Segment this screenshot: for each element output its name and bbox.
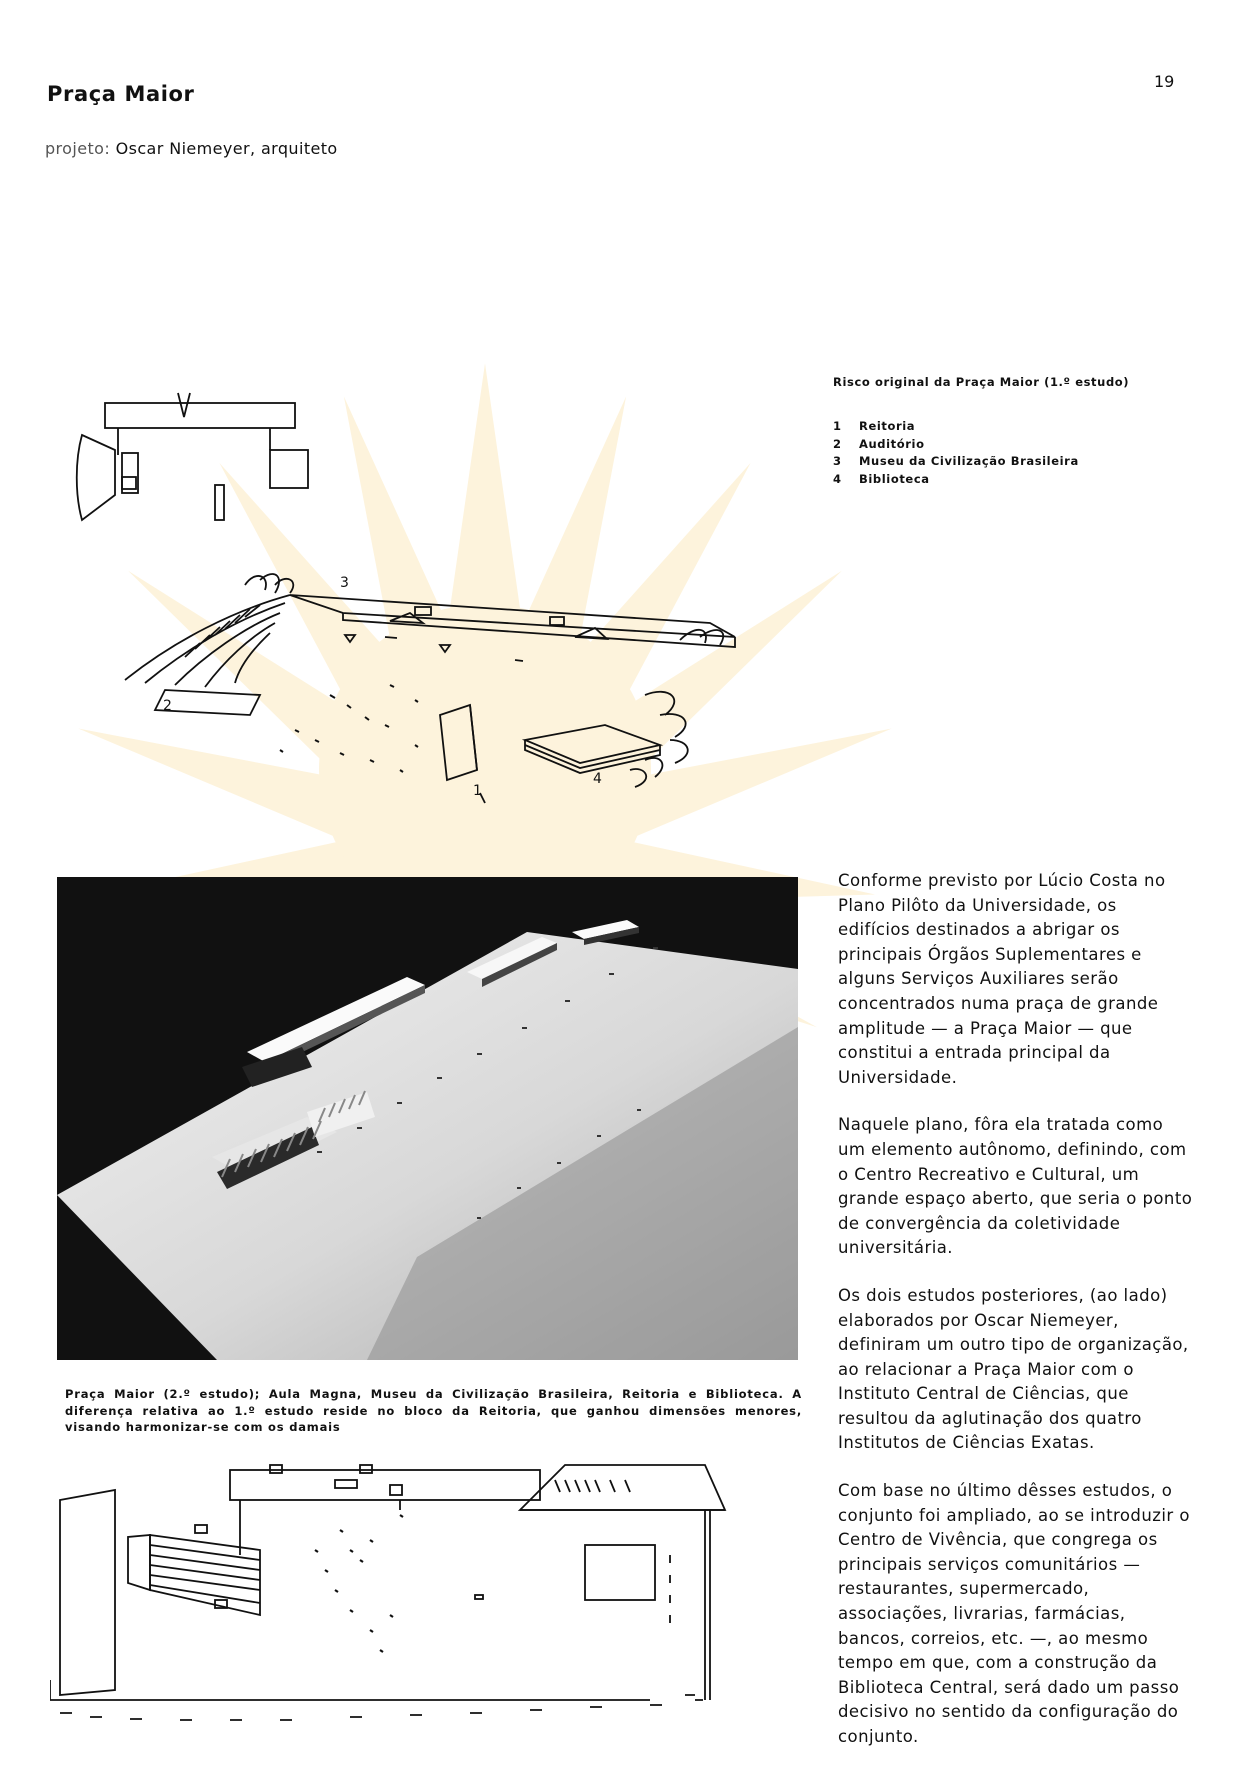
sketch-legend — [833, 418, 1079, 488]
perspective-sketch-first-study — [85, 565, 785, 820]
model-photo — [57, 877, 798, 1360]
sketch-marker-2: 2 — [163, 698, 172, 714]
credit-value: Oscar Niemeyer, arquiteto — [115, 139, 338, 158]
legend-item: 1 Reitoria — [833, 419, 916, 433]
body-paragraph: Os dois estudos posteriores, (ao lado) elaborados por Oscar Niemeyer, definiram um outro tipo de organização, ao relacionar a Praça Maior com o Instituto Central de Ciências, que resultou da aglutinação dos quatro Institutos de Ciências Exatas. — [838, 1285, 1189, 1453]
model-photo-image — [57, 877, 798, 1360]
page-title: Praça Maior — [47, 82, 195, 106]
body-text — [838, 869, 1193, 1773]
sketch-caption: Risco original da Praça Maior (1.º estudo) — [833, 375, 1130, 389]
sketch-marker-3: 3 — [340, 575, 349, 591]
legend-item: 3 Museu da Civilização Brasileira — [833, 454, 1079, 468]
project-credit — [45, 139, 338, 158]
credit-label: projeto: — [45, 139, 111, 158]
page-number: 19 — [1154, 72, 1175, 91]
legend-item: 4 Biblioteca — [833, 471, 930, 486]
body-paragraph: Conforme previsto por Lúcio Costa no Plano Pilôto da Universidade, os edifícios destinados a abrigar os principais Órgãos Suplementares e alguns Serviços Auxiliares serão concentrados numa praça de grande amplitude — a Praça Maior — que constitui a entrada principal da Universidade. — [838, 871, 1166, 1087]
sketch-marker-1: 1 — [473, 783, 482, 799]
photo-caption: Praça Maior (2.º estudo); Aula Magna, Museu da Civilização Brasileira, Reitoria e Biblioteca. A diferença relativa ao 1.º estudo reside no bloco da Reitoria, que ganhou dimensões menores, visando harmonizar-se com os damais — [65, 1387, 802, 1434]
plan-sketch-second-study — [50, 1455, 770, 1730]
body-paragraph: Naquele plano, fôra ela tratada como um elemento autônomo, definindo, com o Centro Recreativo e Cultural, um grande espaço aberto, que seria o ponto de convergência da coletividade universitária. — [838, 1115, 1193, 1258]
body-paragraph: Com base no último dêsses estudos, o conjunto foi ampliado, ao se introduzir o Centro de Vivência, que congrega os principais serviços comunitários — restaurantes, supermercado, associações, livrarias, farmácias, bancos, correios, etc. —, ao mesmo tempo em que, com a construção da Biblioteca Central, será dado um passo decisivo no sentido da configuração do conjunto. — [838, 1481, 1190, 1746]
sketch-marker-4: 4 — [593, 771, 602, 787]
plan-sketch-first-study — [60, 385, 320, 530]
legend-item: 2 Auditório — [833, 436, 925, 451]
